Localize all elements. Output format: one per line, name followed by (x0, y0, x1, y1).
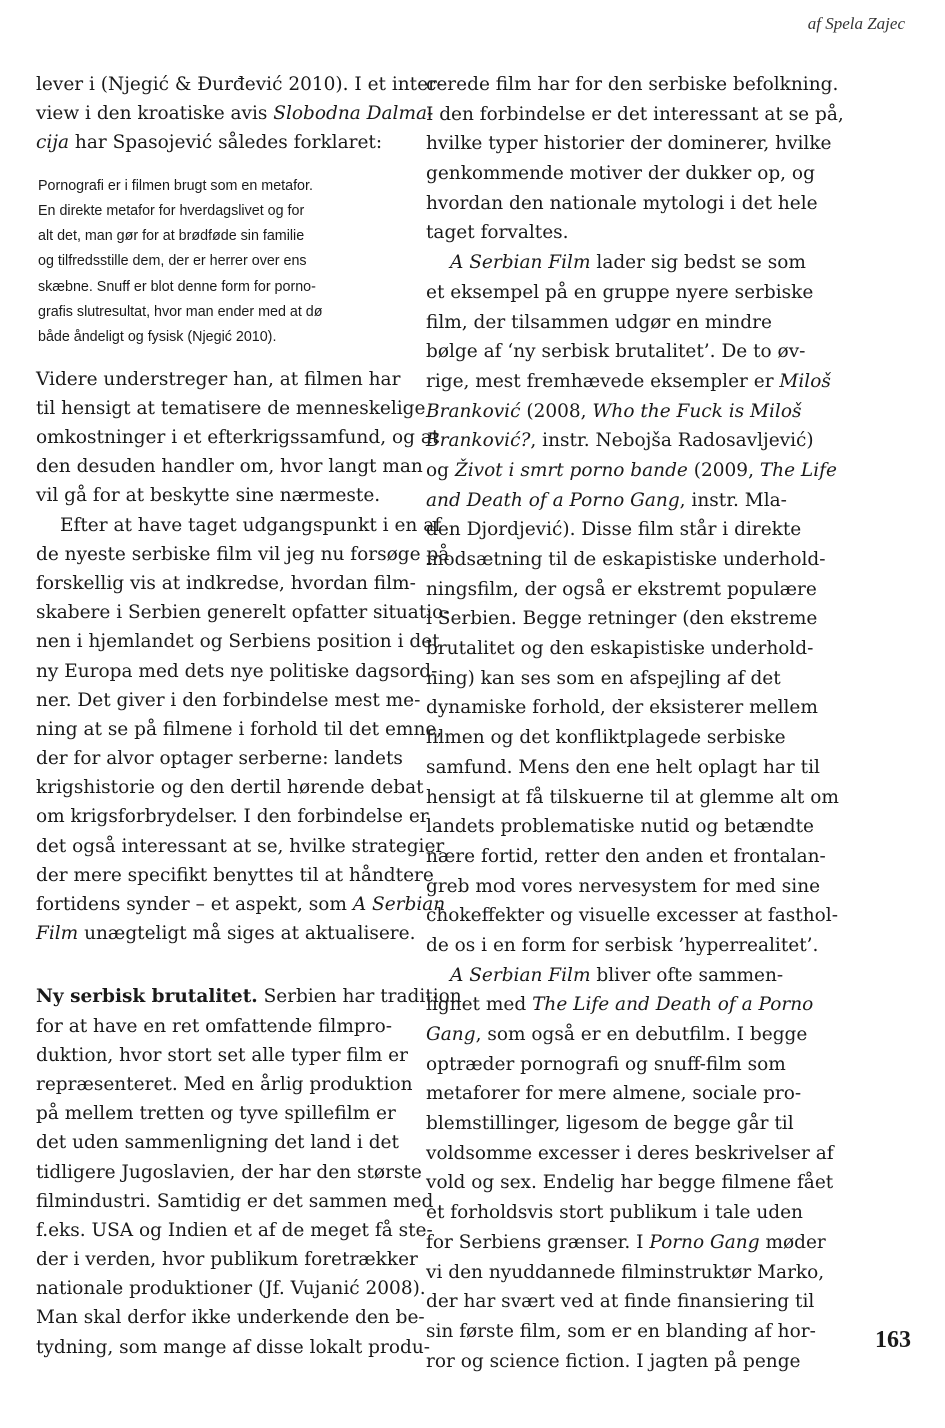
section-heading: Ny serbisk brutalitet. (36, 986, 258, 1008)
text-line: A Serbian Film lader sig bedst se som (450, 252, 806, 274)
text-line: cija har Spasojević således forklaret: (36, 132, 383, 154)
italic-title: The Life and Death of a Porno (532, 994, 814, 1016)
text-line: metaforer for mere almene, sociale pro- (426, 1083, 802, 1105)
italic-title: Slobodna Dalma- (273, 103, 434, 125)
text-line: ningsfilm, der også er ekstremt populære (426, 578, 817, 600)
text-line: i Serbien. Begge retninger (den ekstreme (426, 608, 818, 630)
block-quote (36, 174, 406, 351)
text-line: optræder pornografi og snuff-film som (426, 1053, 786, 1075)
text-line: cerede film har for den serbiske befolkning. (426, 74, 839, 95)
text-line: der mere specifikt benyttes til at håndtere (36, 864, 434, 886)
text-line: view i den kroatiske avis Slobodna Dalma- (36, 103, 434, 125)
italic-title: The Life (759, 459, 837, 481)
text-line: filmen og det konfliktplagede serbiske (426, 727, 786, 749)
text-line: greb mod vores nervesystem for med sine (426, 875, 821, 897)
italic-title: A Serbian Film (450, 252, 591, 274)
text-line: vi den nyuddannede filminstruktør Marko, (426, 1261, 825, 1283)
section-gap (36, 948, 406, 982)
paragraph (426, 248, 839, 961)
quote-line: både åndeligt og fysisk (Njegić 2010). (38, 329, 277, 346)
text-line: filmindustri. Samtidig er det sammen med (36, 1190, 434, 1212)
text-line: ner. Det giver i den forbindelse mest me- (36, 689, 421, 711)
text-line: omkostninger i et efterkrigssamfund, og at (36, 427, 440, 449)
text-line: taget forvaltes. (426, 222, 569, 244)
text-line: nationale produktioner (Jf. Vujanić 2008). (36, 1278, 426, 1300)
text-line: det uden sammenligning det land i det (36, 1132, 399, 1154)
text-line: duktion, hvor stort set alle typer film er (36, 1044, 408, 1066)
text-line: den Djordjević). Disse film står i direkte (426, 519, 802, 541)
text-line: chokeffekter og visuelle excesser at fasthol- (426, 905, 838, 927)
text-line: til hensigt at tematisere de menneskelige (36, 397, 426, 419)
quote-line: alt det, man gør for at brødføde sin familie (38, 228, 305, 245)
text-line: samfund. Mens den ene helt oplagt har til (426, 756, 820, 778)
text-line: krigshistorie og den dertil hørende debat (36, 777, 424, 799)
text-line: det også interessant at se, hvilke strategier (36, 835, 445, 857)
italic-title: Gang (426, 1024, 476, 1045)
italic-title: Who the Fuck is Miloš (592, 400, 802, 422)
text-line: voldsomme excesser i deres beskrivelser af (426, 1142, 834, 1164)
text-line: et eksempel på en gruppe nyere serbiske (426, 281, 814, 303)
italic-title: Branković (426, 400, 521, 422)
text-line: vil gå for at beskytte sine nærmeste. (36, 485, 381, 507)
text-line: vold og sex. Endelig har begge filmene fået (426, 1172, 834, 1194)
text-line: sin første film, som er en blanding af hor- (426, 1320, 816, 1342)
text-line: der i verden, hvor publikum foretrækker (36, 1249, 418, 1271)
text-line: og Život i smrt porno bande (2009, The Life (426, 459, 837, 481)
text-line: Man skal derfor ikke underkende den be- (36, 1307, 425, 1329)
text-line: ror og science fiction. I jagten på penge (426, 1350, 801, 1372)
left-column (36, 70, 462, 1362)
text-line: dynamiske forhold, der eksisterer mellem (426, 697, 818, 719)
text-line: lever i (Njegić & Đurđević 2010). I et inter- (36, 74, 444, 95)
text-line: på mellem tretten og tyve spillefilm er (36, 1103, 396, 1125)
text-line: de os i en form for serbisk ’hyperrealitet’. (426, 934, 819, 956)
italic-title: Život i smrt porno bande (454, 459, 688, 481)
quote-line: Pornografi er i filmen brugt som en metafor. (38, 177, 313, 194)
paragraph (36, 365, 440, 511)
italic-title: cija (36, 132, 70, 154)
text-line: ning) kan ses som en afspejling af det (426, 667, 781, 689)
italic-title: Porno Gang (649, 1231, 760, 1253)
text-line: nære fortid, retter den anden et frontalan- (426, 845, 826, 867)
text-line: Videre understreger han, at filmen har (36, 368, 401, 390)
text-line: den desuden handler om, hvor langt man (36, 456, 423, 478)
text-line: fortidens synder – et aspekt, som A Serbian (36, 894, 446, 916)
text-line: blemstillinger, ligesom de begge går til (426, 1113, 794, 1135)
paragraph (426, 70, 844, 248)
text-line: Branković?, instr. Nebojša Radosavljević) (426, 430, 814, 452)
intro-paragraph (36, 70, 444, 158)
text-line: hvilke typer historier der dominerer, hvilke (426, 133, 832, 155)
text-line: A Serbian Film bliver ofte sammen- (450, 964, 784, 986)
text-line: repræsenteret. Med en årlig produktion (36, 1073, 413, 1095)
paragraph (36, 511, 450, 949)
text-line: der for alvor optager serberne: landets (36, 748, 403, 770)
text-line: skabere i Serbien generelt opfatter situatio- (36, 602, 450, 624)
quote-line: En direkte metafor for hverdagslivet og for (38, 202, 305, 219)
italic-title: and Death of a Porno Gang (426, 489, 680, 511)
italic-title: A Serbian Film (450, 964, 591, 986)
italic-title: Branković? (426, 430, 531, 452)
text-line: for Serbiens grænser. I Porno Gang møder (426, 1231, 826, 1253)
text-line: ny Europa med dets nye politiske dagsord- (36, 660, 438, 682)
text-line: nen i hjemlandet og Serbiens position i det (36, 631, 440, 653)
text-line: rige, mest fremhævede eksempler er Miloš (426, 370, 831, 392)
quote-line: og tilfredsstille dem, der er herrer over ens (38, 253, 307, 270)
text-line: Gang, som også er en debutfilm. I begge (426, 1024, 808, 1045)
text-line: Ny serbisk brutalitet. Serbien har tradition (36, 986, 462, 1008)
text-line: genkommende motiver der dukker op, og (426, 163, 815, 185)
page-number: 163 (875, 1327, 911, 1353)
text-line: hvordan den nationale mytologi i det hele (426, 192, 818, 214)
text-line: Film unægteligt må siges at aktualisere. (36, 923, 416, 945)
text-line: tydning, som mange af disse lokalt produ- (36, 1336, 430, 1358)
italic-title: Film (36, 923, 79, 945)
text-line: de nyeste serbiske film vil jeg nu forsøge på (36, 543, 450, 565)
text-line: lignet med The Life and Death of a Porno (426, 994, 814, 1016)
text-line: Efter at have taget udgangspunkt i en af (60, 514, 442, 536)
text-line: I den forbindelse er det interessant at se på, (426, 103, 844, 125)
text-line: modsætning til de eskapistiske underhold- (426, 549, 826, 570)
text-line: f.eks. USA og Indien et af de meget få ste- (36, 1219, 433, 1241)
running-header-author: af Spela Zajec (807, 14, 905, 33)
italic-title: A Serbian (352, 894, 446, 916)
text-line: hensigt at få tilskuerne til at glemme alt om (426, 786, 839, 808)
text-line: Branković (2008, Who the Fuck is Miloš (426, 400, 802, 422)
right-column (426, 70, 844, 1376)
text-line: et forholdsvis stort publikum i tale uden (426, 1202, 803, 1224)
text-line: ning at se på filmene i forhold til det emne, (36, 718, 443, 740)
quote-line: grafis slutresultat, hvor man ender med at dø (38, 304, 323, 321)
text-line: and Death of a Porno Gang, instr. Mla- (426, 489, 787, 511)
text-line: bølge af ‘ny serbisk brutalitet’. De to øv- (426, 341, 806, 363)
text-line: forskellig vis at indkredse, hvordan film- (36, 572, 416, 594)
text-line: tidligere Jugoslavien, der har den største (36, 1161, 422, 1183)
paragraph (426, 961, 834, 1377)
text-line: brutalitet og den eskapistiske underhold- (426, 638, 814, 660)
text-line: for at have en ret omfattende filmpro- (36, 1015, 392, 1037)
quote-line: skæbne. Snuff er blot denne form for porno- (38, 278, 316, 295)
text-line: film, der tilsammen udgør en mindre (426, 311, 772, 333)
italic-title: Miloš (779, 370, 831, 392)
text-line: der har svært ved at finde finansiering til (426, 1291, 815, 1313)
text-line: om krigsforbrydelser. I den forbindelse er (36, 806, 429, 828)
text-line: landets problematiske nutid og betændte (426, 816, 814, 838)
